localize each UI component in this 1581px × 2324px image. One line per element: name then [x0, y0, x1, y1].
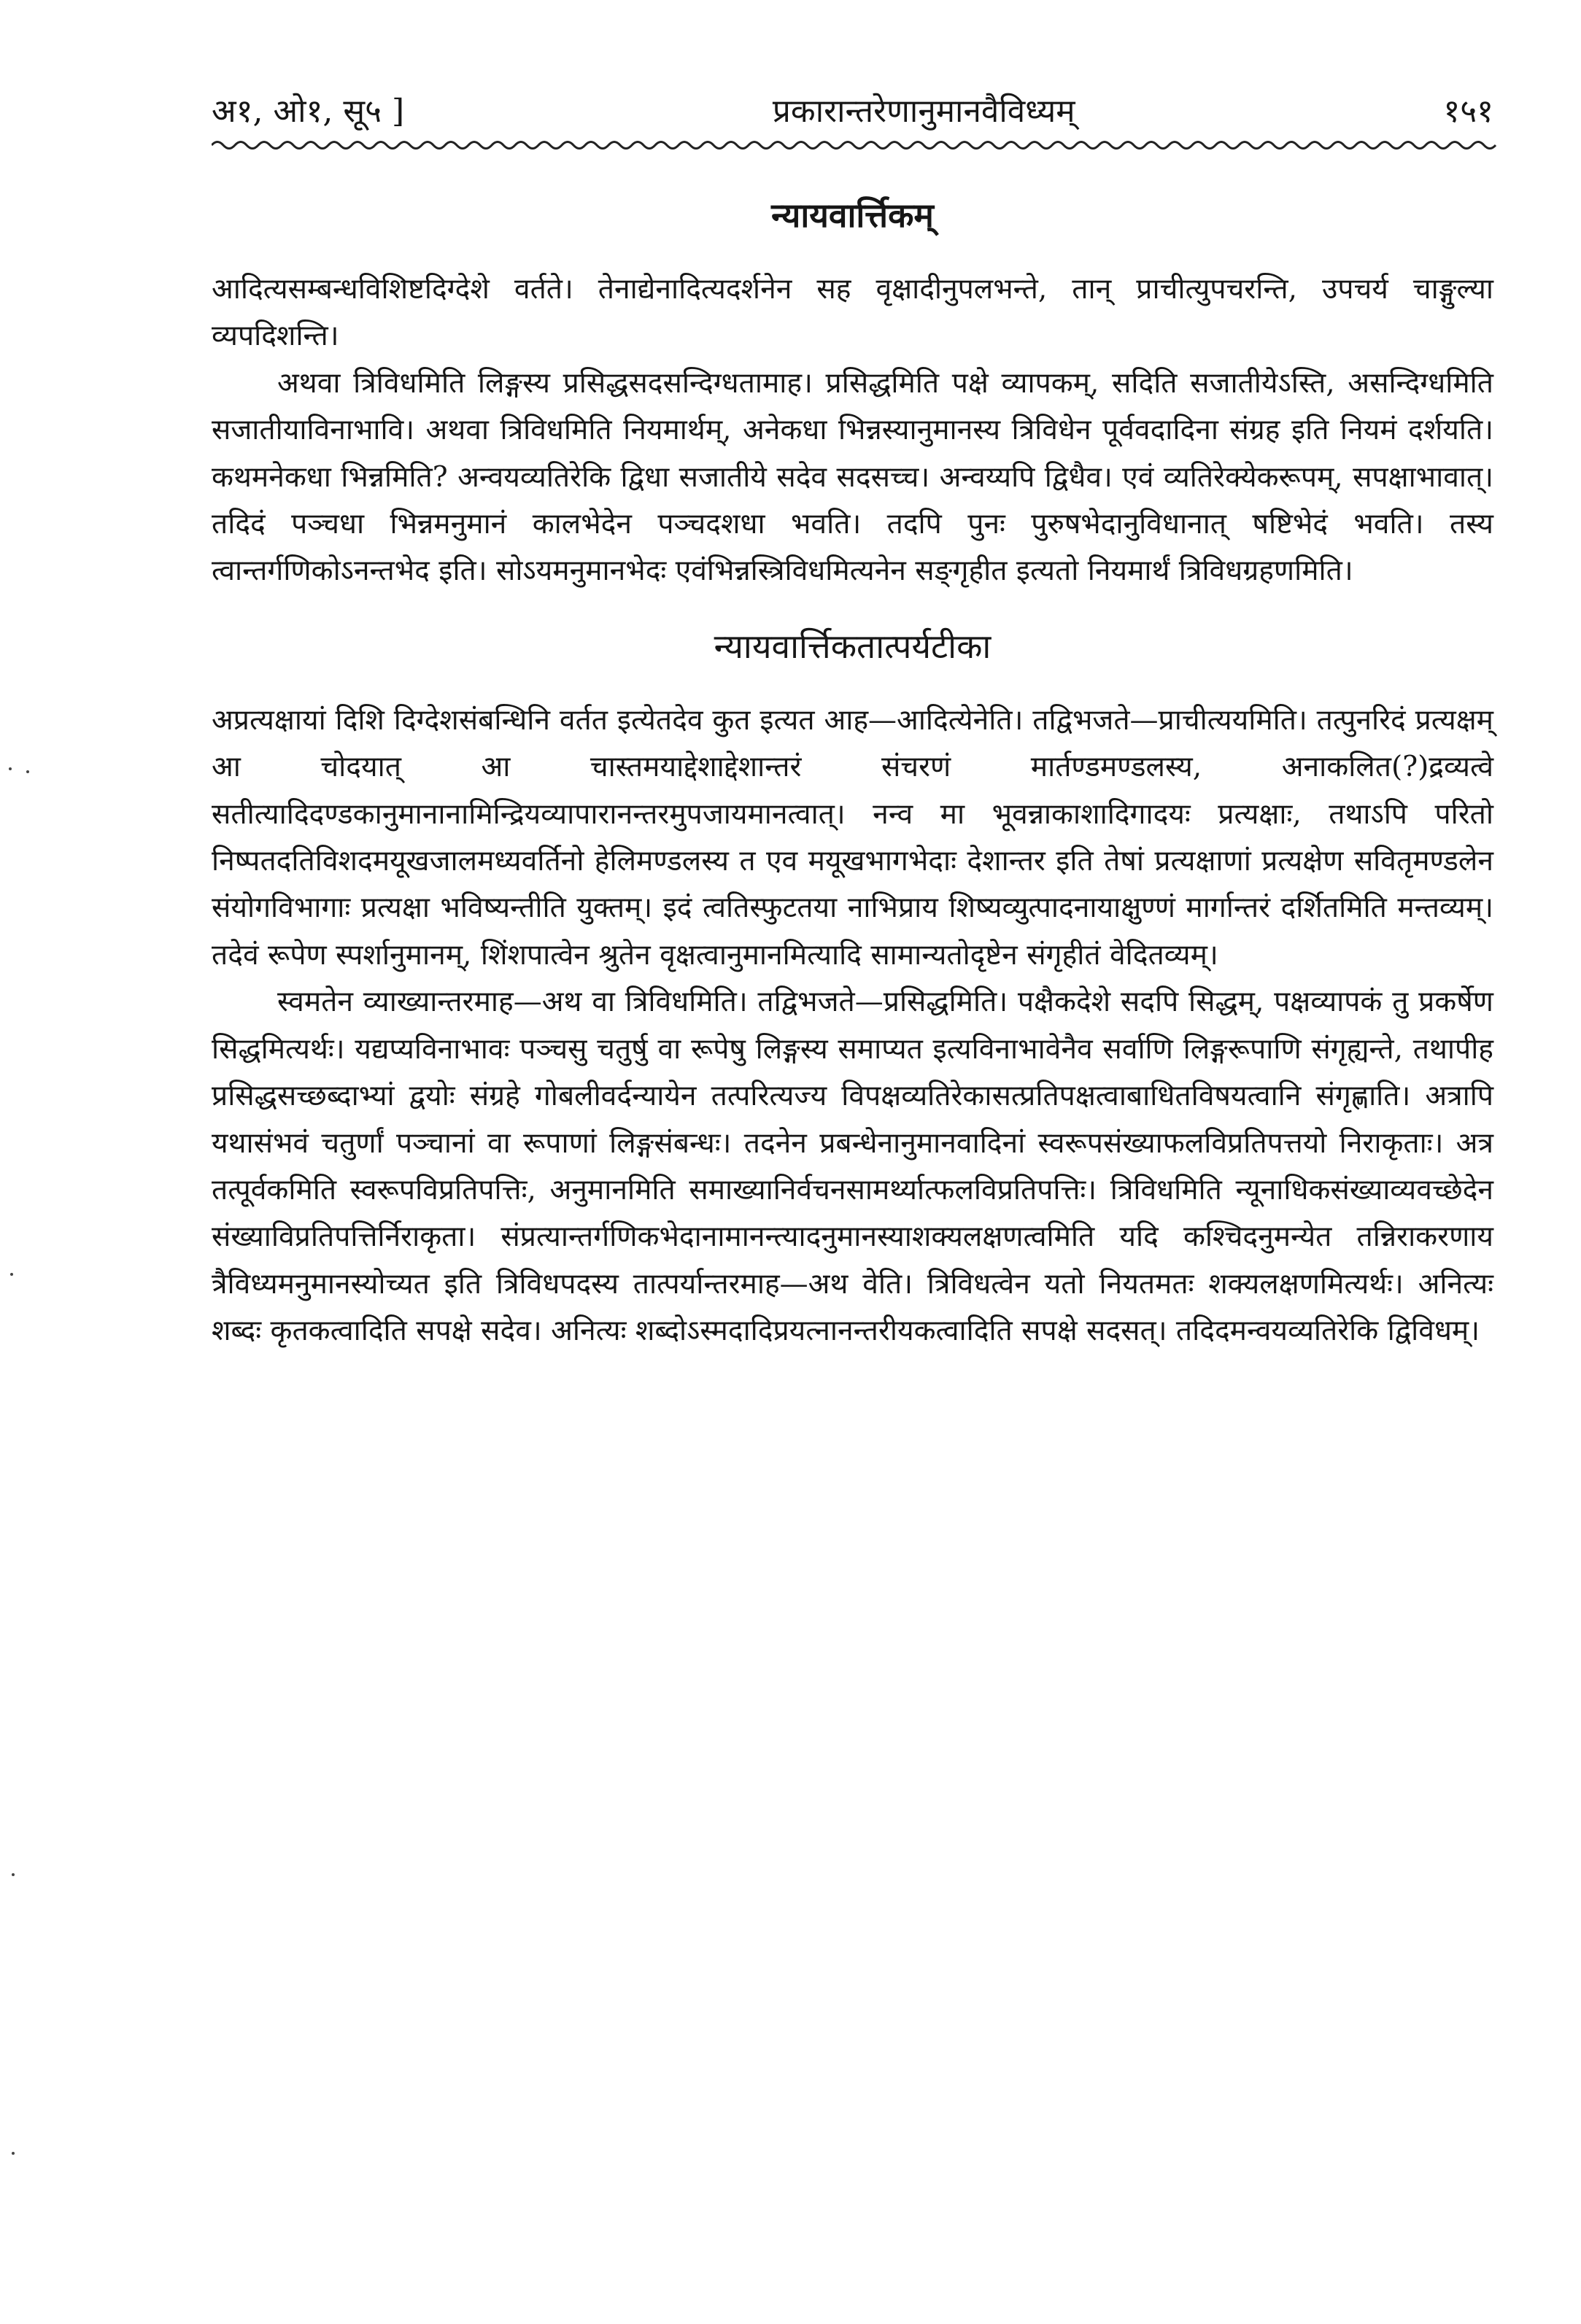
wavy-header-rule [212, 137, 1510, 153]
tika-paragraph-1: अप्रत्यक्षायां दिशि दिग्देशसंबन्धिनि वर्तत इत्येतदेव कुत इत्यत आह—आदित्येनेति। तद्विभजते—प्राचीत्ययमिति। तत्पुनरिदं प्रत्यक्षम् आ चोदयात् आ चास्तमयाद्देशाद्देशान्तरं संचरणं मार्तण्डमण्डलस्य, अनाकलित(?)द्रव्यत्वे सतीत्यादिदण्डकानुमानानामिन्द्रियव्यापारानन्तरमुपजायमानत्वात्। नन्व मा भूवन्नाकाशादिगादयः प्रत्यक्षाः, तथाऽपि परितो निष्पतदतिविशदमयूखजालमध्यवर्तिनो हेलिमण्डलस्य त एव मयूखभागभेदाः देशान्तर इति तेषां प्रत्यक्षाणां प्रत्यक्षेण सवितृमण्डलेन संयोगविभागाः प्रत्यक्षा भविष्यन्तीति युक्तम्। इदं त्वतिस्फुटतया नाभिप्राय शिष्यव्युत्पादनायाक्षुण्णं मार्गान्तरं दर्शितमिति मन्तव्यम्। तदेवं रूपेण स्पर्शानुमानम्, शिंशपात्वेन श्रुतेन वृक्षत्वानुमानमित्यादि सामान्यतोदृष्टेन संगृहीतं वेदितव्यम्। [212, 703, 1493, 972]
margin-speck [10, 1273, 13, 1276]
section-title-nyayavarttikam: न्यायवार्त्तिकम् [771, 195, 934, 235]
varttika-paragraph-1: आदित्यसम्बन्धविशिष्टदिग्देशे वर्तते। तेनाद्येनादित्यदर्शनेन सह वृक्षादीनुपलभन्ते, तान् प्राचीत्युपचरन्ति, उपचर्य चाङ्गुल्या व्यपदिशन्ति। [212, 273, 1493, 353]
header-section-reference: अ१, ओ१, सू५ ] [212, 93, 405, 130]
varttika-paragraph-2: अथवा त्रिविधमिति लिङ्गस्य प्रसिद्धसदसन्दिग्धतामाह। प्रसिद्धमिति पक्षे व्यापकम्, सदिति सजातीयेऽस्ति, असन्दिग्धमिति सजातीयाविनाभावि। अथवा त्रिविधमिति नियमार्थम्, अनेकधा भिन्नस्यानुमानस्य त्रिविधेन पूर्ववदादिना संग्रह इति नियमं दर्शयति। कथमनेकधा भिन्नमिति? अन्वयव्यतिरेकि द्विधा सजातीये सदेव सदसच्च। अन्वय्यपि द्विधैव। एवं व्यतिरेक्येकरूपम्, सपक्षाभावात्। तदिदं पञ्चधा भिन्नमनुमानं कालभेदेन पञ्चदशधा भवति। तदपि पुनः पुरुषभेदानुविधानात् षष्टिभेदं भवति। तस्य त्वान्तर्गणिकोऽनन्तभेद इति। सोऽयमनुमानभेदः एवंभिन्नस्त्रिविधमित्यनेन सङ्गृहीत इत्यतो नियमार्थं त्रिविधग्रहणमिति। [212, 366, 1493, 588]
margin-speck [26, 770, 29, 773]
margin-speck [12, 2152, 15, 2155]
margin-speck [9, 767, 12, 770]
page-body [212, 193, 1493, 1355]
tika-paragraph-2: स्वमतेन व्याख्यान्तरमाह—अथ वा त्रिविधमिति। तद्विभजते—प्रसिद्धमिति। पक्षैकदेशे सदपि सिद्धम्, पक्षव्यापकं तु प्रकर्षेण सिद्धमित्यर्थः। यद्यप्यविनाभावः पञ्चसु चतुर्षु वा रूपेषु लिङ्गस्य समाप्यत इत्यविनाभावेनैव सर्वाणि लिङ्गरूपाणि संगृह्यन्ते, तथापीह प्रसिद्धसच्छब्दाभ्यां द्वयोः संग्रहे गोबलीवर्दन्यायेन तत्परित्यज्य विपक्षव्यतिरेकासत्प्रतिपक्षत्वाबाधितविषयत्वानि संगृह्णाति। अत्रापि यथासंभवं चतुर्णां पञ्चानां वा रूपाणां लिङ्गसंबन्धः। तदनेन प्रबन्धेनानुमानवादिनां स्वरूपसंख्याफलविप्रतिपत्तयो निराकृताः। अत्र तत्पूर्वकमिति स्वरूपविप्रतिपत्तिः, अनुमानमिति समाख्यानिर्वचनसामर्थ्यात्फलविप्रतिपत्तिः। त्रिविधमिति न्यूनाधिकसंख्याव्यवच्छेदेन संख्याविप्रतिपत्तिर्निराकृता। संप्रत्यान्तर्गणिकभेदानामानन्त्यादनुमानस्याशक्यलक्षणत्वमिति यदि कश्चिदनुमन्येत तन्निराकरणाय त्रैविध्यमनुमानस्योच्यत इति त्रिविधपदस्य तात्पर्यान्तरमाह—अथ वेति। त्रिविधत्वेन यतो नियतमतः शक्यलक्षणमित्यर्थः। अनित्यः शब्दः कृतकत्वादिति सपक्षे सदेव। अनित्यः शब्दोऽस्मदादिप्रयत्नानन्तरीयकत्वादिति सपक्षे सदसत्। तदिदमन्वयव्यतिरेकि द्विविधम्। [212, 985, 1493, 1348]
margin-speck [12, 1873, 15, 1876]
header-title: प्रकारान्तरेणानुमानवैविध्यम् [772, 93, 1075, 130]
section-title-tatparya-tika: न्यायवार्त्तिकतात्पर्यटीका [714, 626, 991, 666]
page-number: १५१ [1443, 93, 1493, 130]
running-header [212, 69, 1493, 128]
